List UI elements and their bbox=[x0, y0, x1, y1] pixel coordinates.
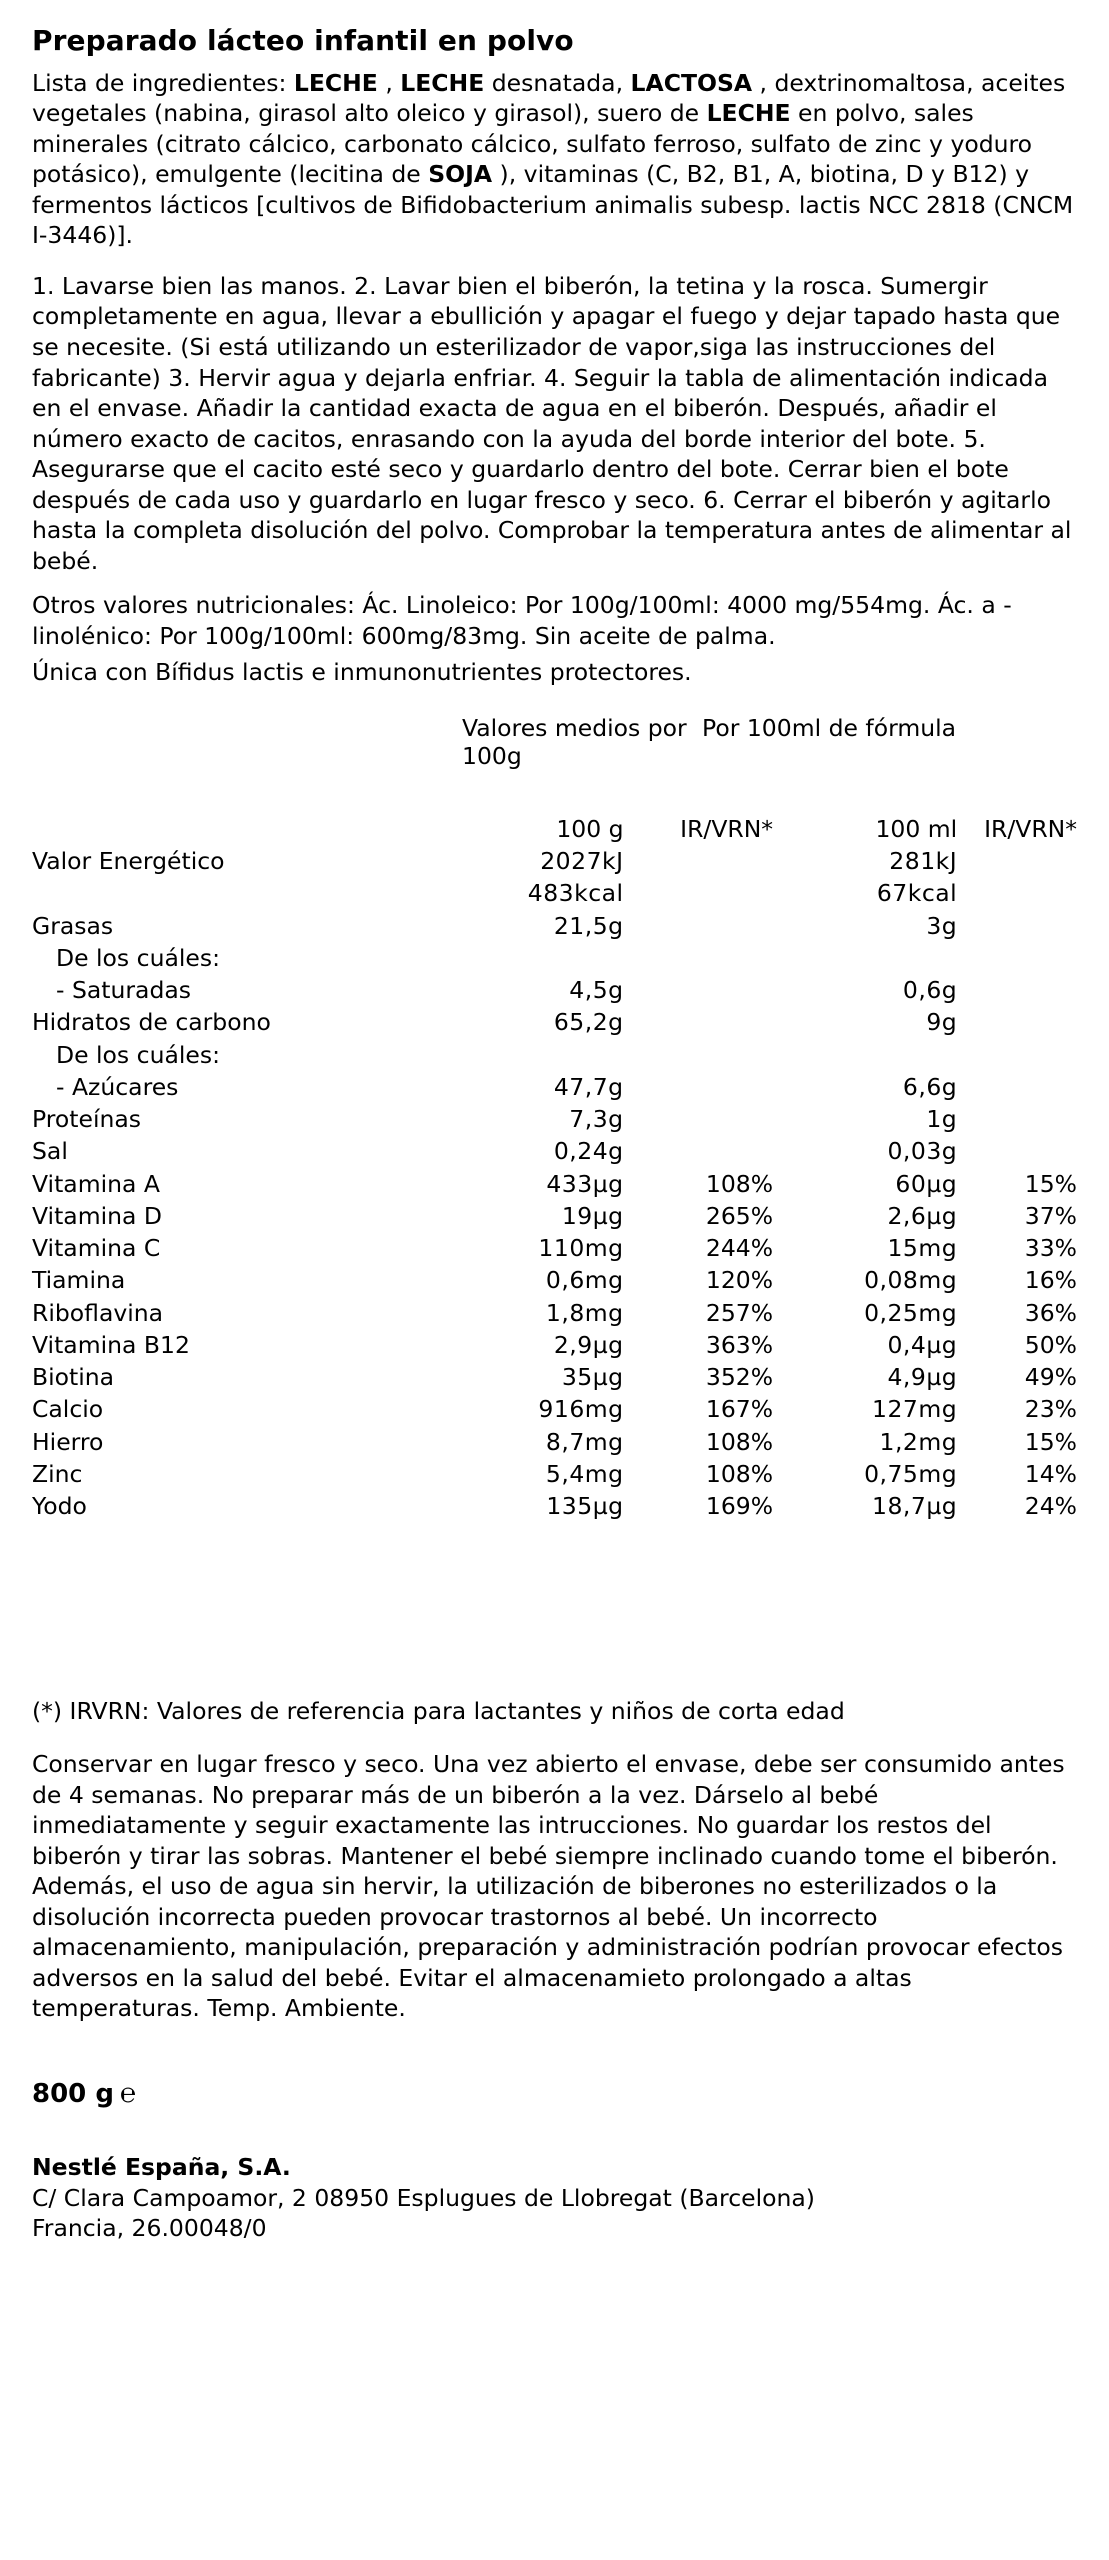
percent-100ml: 23% bbox=[1024, 1395, 1077, 1424]
nutrition-header-per100g: Valores medios por 100g bbox=[462, 713, 687, 770]
value-100ml bbox=[773, 1040, 957, 1072]
percent-100g bbox=[624, 911, 773, 943]
percent-100g bbox=[624, 1136, 773, 1168]
other-nutritional-values: Otros valores nutricionales: Ác. Linoleico: Por 100g/100ml: 4000 mg/554mg. Ác. a -linolénico: Por 100g/100ml: 600mg/83mg. Sin aceite de palma. bbox=[32, 591, 1012, 650]
ingredients-list: Lista de ingredientes: LECHE , LECHE desnatada, LACTOSA , dextrinomaltosa, aceites vegetales (nabina, girasol alto oleico y girasol), suero de LECHE en polvo, sales minerales (citrato cálcico, carbonato cálcico, sulfato ferroso, sulfato de zinc y yoduro potásico), emulgente (lecitina de SOJA ), vitaminas (C, B2, B1, A, biotina, D y B12) y fermentos lácticos [cultivos de Bifidobacterium animalis subesp. lactis NCC 2818 (CNCM I-3446)]. bbox=[32, 68, 1074, 250]
value-100ml: 18,7µg bbox=[872, 1492, 958, 1521]
nutrient-name: Hidratos de carbono bbox=[32, 1008, 271, 1037]
nutrient-name: Vitamina C bbox=[32, 1234, 161, 1263]
value-100g: 8,7mg bbox=[545, 1427, 624, 1456]
percent-100ml: 14% bbox=[1024, 1459, 1077, 1488]
percent-100g bbox=[624, 846, 773, 878]
value-100ml: 1,2mg bbox=[879, 1427, 958, 1456]
table-row bbox=[32, 1330, 1077, 1362]
nutrition-header-row bbox=[32, 714, 1077, 770]
percent-100ml bbox=[957, 878, 1077, 910]
percent-100ml bbox=[957, 1007, 1077, 1039]
nutrient-name: Yodo bbox=[32, 1492, 87, 1521]
percent-100ml: 36% bbox=[1024, 1298, 1077, 1327]
percent-100ml bbox=[957, 943, 1077, 975]
value-100g: 2,9µg bbox=[553, 1330, 624, 1359]
table-row bbox=[32, 1298, 1077, 1330]
percent-100g: 244% bbox=[705, 1234, 774, 1263]
table-row bbox=[32, 1072, 1077, 1104]
value-100g: 433µg bbox=[546, 1169, 624, 1198]
table-row bbox=[32, 1201, 1077, 1233]
percent-100g bbox=[624, 1104, 773, 1136]
percent-100ml bbox=[957, 1040, 1077, 1072]
nutrition-section bbox=[32, 714, 1077, 1725]
table-row bbox=[32, 1394, 1077, 1426]
nutrient-name: Riboflavina bbox=[32, 1298, 164, 1327]
percent-100g: 169% bbox=[705, 1492, 774, 1521]
value-100ml: 2,6µg bbox=[887, 1201, 958, 1230]
percent-100g bbox=[624, 1007, 773, 1039]
percent-100g: 167% bbox=[705, 1395, 774, 1424]
nutrient-name: Biotina bbox=[32, 1363, 115, 1392]
percent-100g: 363% bbox=[705, 1330, 774, 1359]
value-100ml: 15mg bbox=[887, 1234, 958, 1263]
storage-instructions: Conservar en lugar fresco y seco. Una vez abierto el envase, debe ser consumido antes de 4 semanas. No preparar más de un biberón a la vez. Dárselo al bebé inmediatamente y seguir exactamente las intrucciones. No guardar los restos del biberón y tirar las sobras. Mantener el bebé siempre inclinado cuando tome el biberón. Además, el uso de agua sin hervir, la utilización de biberones no esterilizados o la disolución incorrecta pueden provocar trastornos al bebé. Un incorrecto almacenamiento, manipulación, preparación y administración podrían provocar efectos adversos en la salud del bebé. Evitar el almacenamieto prolongado a altas temperaturas. Temp. Ambiente. bbox=[32, 1749, 1065, 2023]
value-100ml: 0,6g bbox=[902, 976, 958, 1005]
table-row bbox=[32, 943, 1077, 975]
percent-100g: 352% bbox=[705, 1363, 774, 1392]
allergen-emphasis: LECHE bbox=[706, 99, 791, 128]
nutrition-header-per100ml: Por 100ml de fórmula bbox=[702, 713, 957, 742]
value-100g: 0,24g bbox=[553, 1137, 624, 1166]
value-100g: 5,4mg bbox=[545, 1459, 624, 1488]
value-100ml: 6,6g bbox=[902, 1072, 958, 1101]
net-weight-value: 800 g bbox=[32, 2078, 114, 2109]
page-title: Preparado lácteo infantil en polvo bbox=[32, 24, 574, 57]
table-row bbox=[32, 1007, 1077, 1039]
claim-text: Única con Bífidus lactis e inmunonutrientes protectores. bbox=[32, 658, 692, 687]
percent-100ml bbox=[957, 846, 1077, 878]
nutrition-table bbox=[32, 814, 1077, 1524]
estimated-sign-icon: ℮ bbox=[119, 2077, 137, 2109]
table-row bbox=[32, 846, 1077, 878]
net-weight bbox=[32, 2078, 1077, 2109]
table-row bbox=[32, 1265, 1077, 1297]
percent-100ml: 49% bbox=[1024, 1363, 1077, 1392]
value-100g: 916mg bbox=[538, 1395, 624, 1424]
table-row bbox=[32, 878, 1077, 910]
percent-100ml: 24% bbox=[1024, 1492, 1077, 1521]
percent-100ml: 15% bbox=[1024, 1169, 1077, 1198]
nutrition-bottom-gap bbox=[32, 1523, 1077, 1673]
table-row bbox=[32, 1169, 1077, 1201]
percent-100g: 257% bbox=[705, 1298, 774, 1327]
company-name: Nestlé España, S.A. bbox=[32, 2152, 291, 2181]
table-row bbox=[32, 1040, 1077, 1072]
nutrient-name: Calcio bbox=[32, 1395, 104, 1424]
nutrient-name: Vitamina B12 bbox=[32, 1330, 190, 1359]
percent-100g bbox=[624, 1072, 773, 1104]
value-100ml: 0,25mg bbox=[864, 1298, 958, 1327]
nutrient-name: Tiamina bbox=[32, 1266, 126, 1295]
percent-100ml bbox=[957, 1104, 1077, 1136]
percent-100ml bbox=[957, 1136, 1077, 1168]
value-100g: 1,8mg bbox=[545, 1298, 624, 1327]
value-100g bbox=[434, 1040, 623, 1072]
value-100g: 7,3g bbox=[569, 1105, 624, 1134]
nutrient-name: Valor Energético bbox=[32, 847, 225, 876]
percent-100g bbox=[624, 943, 773, 975]
nutrient-name: De los cuáles: bbox=[56, 943, 221, 972]
nutrient-name: - Saturadas bbox=[56, 976, 191, 1005]
value-100g: 110mg bbox=[538, 1234, 624, 1263]
table-row bbox=[32, 1459, 1077, 1491]
table-column-headers bbox=[32, 814, 1077, 846]
table-row bbox=[32, 1136, 1077, 1168]
value-100ml: 127mg bbox=[872, 1395, 958, 1424]
nutrient-name: Hierro bbox=[32, 1427, 104, 1456]
value-100g: 135µg bbox=[546, 1492, 624, 1521]
table-row bbox=[32, 1427, 1077, 1459]
value-100g: 4,5g bbox=[569, 976, 624, 1005]
company-address-line1: C/ Clara Campoamor, 2 08950 Esplugues de Llobregat (Barcelona) bbox=[32, 2183, 815, 2212]
col-header-nutrient bbox=[32, 814, 434, 846]
table-row bbox=[32, 1104, 1077, 1136]
value-100ml: 4,9µg bbox=[887, 1363, 958, 1392]
value-100ml: 3g bbox=[926, 911, 958, 940]
value-100ml: 9g bbox=[926, 1008, 958, 1037]
value-100ml: 281kJ bbox=[889, 847, 958, 876]
percent-100ml: 16% bbox=[1024, 1266, 1077, 1295]
value-100g bbox=[434, 943, 623, 975]
nutrient-name: Grasas bbox=[32, 911, 114, 940]
percent-100ml: 15% bbox=[1024, 1427, 1077, 1456]
col-header-100ml: 100 ml bbox=[875, 814, 958, 843]
percent-100ml: 37% bbox=[1024, 1201, 1077, 1230]
table-row bbox=[32, 1491, 1077, 1523]
irvrn-footnote: (*) IRVRN: Valores de referencia para lactantes y niños de corta edad bbox=[32, 1696, 845, 1725]
value-100ml: 0,03g bbox=[887, 1137, 958, 1166]
value-100g: 35µg bbox=[561, 1363, 624, 1392]
percent-100g: 108% bbox=[705, 1169, 774, 1198]
percent-100g: 108% bbox=[705, 1427, 774, 1456]
allergen-emphasis: LACTOSA bbox=[630, 68, 753, 97]
preparation-instructions: 1. Lavarse bien las manos. 2. Lavar bien el biberón, la tetina y la rosca. Sumergir completamente en agua, llevar a ebullición y apagar el fuego y dejar tapado hasta que se necesite. (Si está utilizando un esterilizador de vapor,siga las instrucciones del fabricante) 3. Hervir agua y dejarla enfriar. 4. Seguir la tabla de alimentación indicada en el envase. Añadir la cantidad exacta de agua en el biberón. Después, añadir el número exacto de cacitos, enrasando con la ayuda del borde interior del bote. 5. Asegurarse que el cacito esté seco y guardarlo dentro del bote. Cerrar bien el bote después de cada uso y guardarlo en lugar fresco y seco. 6. Cerrar el biberón y agitarlo hasta la completa disolución del polvo. Comprobar la temperatura antes de alimentar al bebé. bbox=[32, 271, 1072, 575]
nutrient-name: Sal bbox=[32, 1137, 68, 1166]
percent-100g: 120% bbox=[705, 1266, 774, 1295]
value-100g: 0,6mg bbox=[545, 1266, 624, 1295]
col-header-irvrn-100ml: IR/VRN* bbox=[984, 814, 1077, 843]
allergen-emphasis: LECHE bbox=[400, 68, 485, 97]
percent-100g bbox=[624, 1040, 773, 1072]
col-header-100g: 100 g bbox=[556, 814, 624, 843]
nutrient-name: De los cuáles: bbox=[56, 1040, 221, 1069]
table-row bbox=[32, 1233, 1077, 1265]
value-100g: 483kcal bbox=[527, 879, 624, 908]
percent-100g: 265% bbox=[705, 1201, 774, 1230]
percent-100ml bbox=[957, 975, 1077, 1007]
value-100g: 19µg bbox=[561, 1201, 624, 1230]
percent-100g bbox=[624, 975, 773, 1007]
value-100ml: 0,75mg bbox=[864, 1459, 958, 1488]
value-100ml: 0,4µg bbox=[887, 1330, 958, 1359]
value-100ml: 1g bbox=[926, 1105, 958, 1134]
value-100ml: 67kcal bbox=[876, 879, 958, 908]
nutrient-name: Zinc bbox=[32, 1459, 83, 1488]
nutrient-name bbox=[32, 878, 434, 910]
nutrient-name: Vitamina A bbox=[32, 1169, 160, 1198]
value-100g: 47,7g bbox=[553, 1072, 624, 1101]
allergen-emphasis: SOJA bbox=[428, 160, 493, 189]
value-100ml: 0,08mg bbox=[864, 1266, 958, 1295]
col-header-irvrn-100g: IR/VRN* bbox=[680, 814, 774, 843]
table-row bbox=[32, 1362, 1077, 1394]
value-100ml bbox=[773, 943, 957, 975]
percent-100g bbox=[624, 878, 773, 910]
percent-100ml bbox=[957, 1072, 1077, 1104]
percent-100ml bbox=[957, 911, 1077, 943]
table-row bbox=[32, 975, 1077, 1007]
table-row bbox=[32, 911, 1077, 943]
value-100ml: 60µg bbox=[895, 1169, 958, 1198]
company-address-line2: Francia, 26.00048/0 bbox=[32, 2214, 267, 2243]
nutrient-name: - Azúcares bbox=[56, 1072, 179, 1101]
nutrient-name: Proteínas bbox=[32, 1105, 142, 1134]
percent-100ml: 33% bbox=[1024, 1234, 1077, 1263]
nutrition-header-spacer bbox=[32, 714, 462, 770]
value-100g: 2027kJ bbox=[540, 847, 624, 876]
allergen-emphasis: LECHE bbox=[293, 68, 378, 97]
nutrient-name: Vitamina D bbox=[32, 1201, 162, 1230]
value-100g: 65,2g bbox=[553, 1008, 624, 1037]
percent-100ml: 50% bbox=[1024, 1330, 1077, 1359]
percent-100g: 108% bbox=[705, 1459, 774, 1488]
value-100g: 21,5g bbox=[553, 911, 624, 940]
